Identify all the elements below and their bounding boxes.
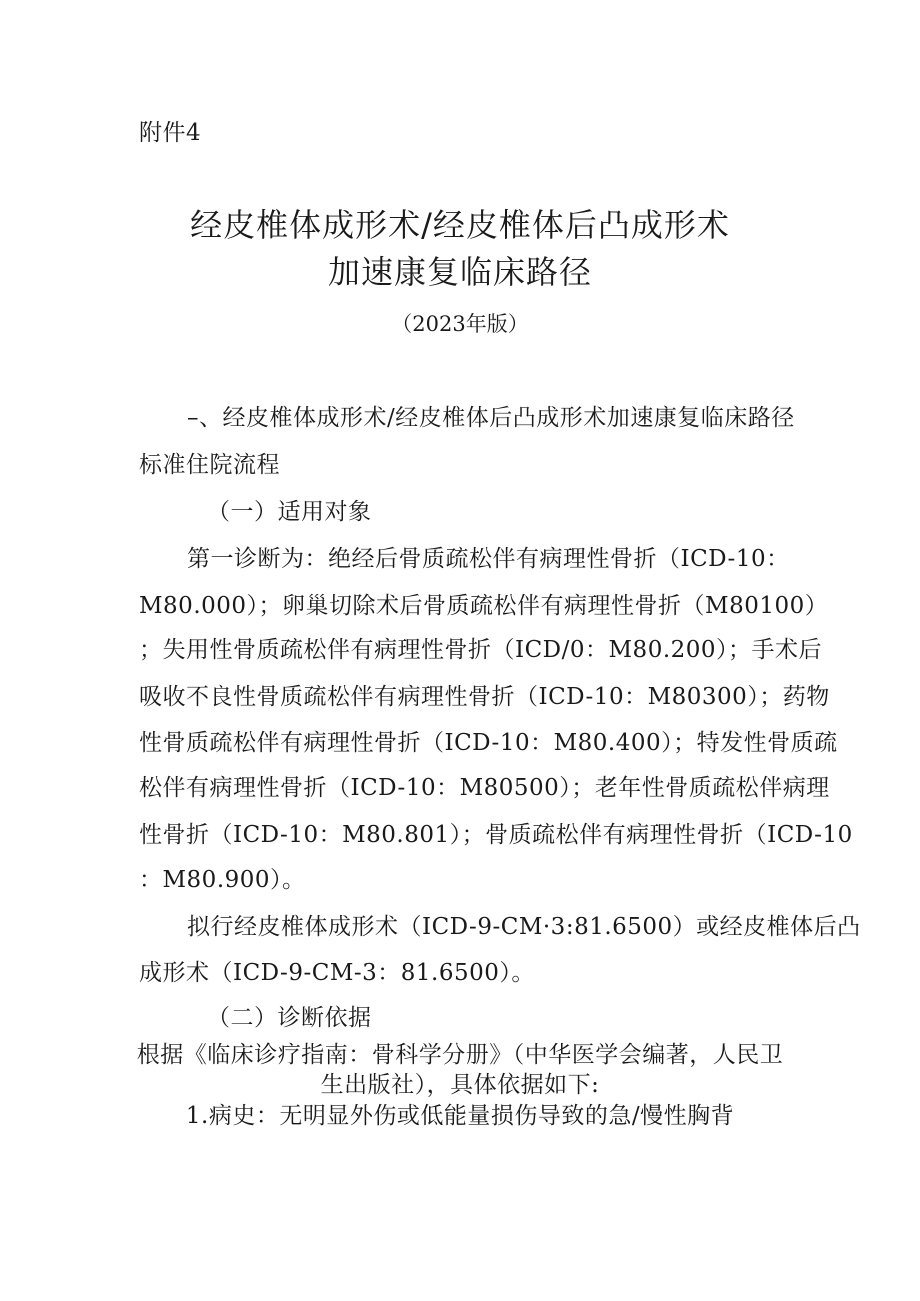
subsection-heading-applicable: （一）适用对象 — [207, 499, 372, 525]
paragraph-line: 生出版社），具体依据如下: — [320, 1072, 600, 1098]
paragraph-line: 松伴有病理性骨折（ICD-10：M80500）；老年性骨质疏松伴病理 — [139, 775, 830, 801]
paragraph-line: 成形术（ICD-9-CM-3：81.6500）。 — [139, 960, 535, 986]
paragraph-line: 根据《临床诊疗指南：骨科学分册》（中华医学会编著，人民卫 — [136, 1042, 784, 1068]
paragraph-line: ：M80.900）。 — [139, 867, 306, 893]
list-item: 1.病史：无明显外伤或低能量损伤导致的急/慢性胸背 — [185, 1103, 735, 1129]
paragraph-line: 吸收不良性骨质疏松伴有病理性骨折（ICD-10：M80300）；药物 — [139, 684, 830, 710]
document-title-line1: 经皮椎体成形术/经皮椎体后凸成形术 — [190, 206, 730, 244]
subsection-heading-diagnosis: （二）诊断依据 — [207, 1005, 372, 1031]
paragraph-line: 拟行经皮椎体成形术（ICD-9-CM·3:81.6500）或经皮椎体后凸 — [187, 914, 861, 940]
section-heading-line1: –、经皮椎体成形术/经皮椎体后凸成形术加速康复临床路径 — [187, 405, 795, 431]
attachment-label: 附件4 — [139, 120, 202, 146]
document-title-line2: 加速康复临床路径 — [327, 253, 592, 291]
paragraph-line: 性骨质疏松伴有病理性骨折（ICD-10：M80.400）；特发性骨质疏 — [139, 730, 838, 756]
paragraph-line: 第一诊断为：绝经后骨质疏松伴有病理性骨折（ICD-10： — [187, 546, 790, 572]
paragraph-line: M80.000）；卵巢切除术后骨质疏松伴有病理性骨折（M80100） — [139, 593, 829, 619]
edition-label: （2023年版） — [391, 312, 529, 336]
section-heading-line2: 标准住院流程 — [139, 452, 280, 478]
paragraph-line: 性骨折（ICD-10：M80.801）；骨质疏松伴有病理性骨折（ICD-10 — [139, 822, 853, 848]
paragraph-line: ；失用性骨质疏松伴有病理性骨折（ICD/0：M80.200）；手术后 — [139, 637, 823, 663]
